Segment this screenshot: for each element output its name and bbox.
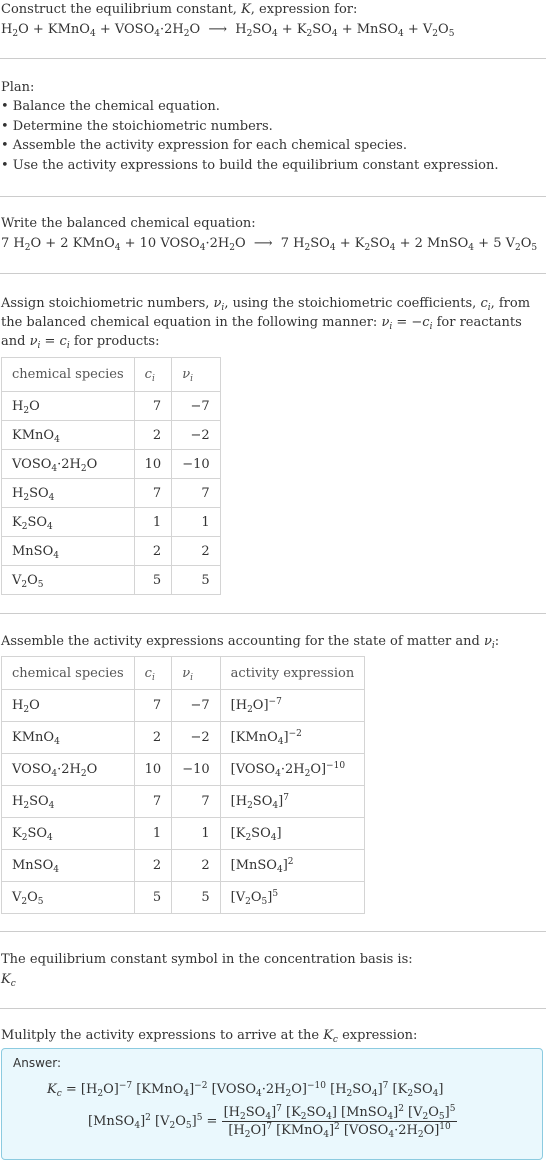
table-row: $VOSO_4\cdot 2H_2O$ 10 −10 $[VOSO_4\cdot 2H_2O]^{-10}$ bbox=[2, 754, 365, 786]
table-row: $V_2O_5$ 5 5 $[V_2O_5]^5$ bbox=[2, 882, 365, 914]
divider bbox=[0, 931, 546, 932]
symbol-text: The equilibrium constant symbol in the concentration basis is: bbox=[1, 952, 413, 967]
header-species: chemical species bbox=[2, 358, 135, 392]
stoich-table bbox=[1, 357, 221, 595]
answer-label: Answer: bbox=[13, 1056, 62, 1070]
stoich-text-line2: the balanced chemical equation in the following manner: $\nu_i = -c_i$ for reactants bbox=[1, 315, 522, 332]
answer-line1: $K_c = [H_2O]^{-7}$ [KMnO$_4$]$^{-2}$ $[VOSO_4\cdot 2H_2O]^{-10}$ $[H_2SO_4]^7$ $[K_2SO_4]$ bbox=[47, 1081, 444, 1099]
table-row: KMnO$_4$ 2 −2 [KMnO$_4$]$^{-2}$ bbox=[2, 722, 365, 754]
table-row: $H_2O$ 7 −7 bbox=[2, 392, 221, 421]
reaction-equation: $H_2O$ + KMnO$_4$ + $VOSO_4\cdot 2H_2O$ ⟶ $H_2SO_4 + K_2SO_4$ + MnSO$_4$ + $V_2O_5$ bbox=[1, 22, 455, 39]
plan-step: • Assemble the activity expression for each chemical species. bbox=[1, 138, 407, 153]
answer-line2: [MnSO$_4$]$^2$ $[V_2O_5]^5$ = $\frac{[H_2SO_4]^7 [K_2SO_4] [MnSO_4]^2 [V_2O_5]^5}{[H_2O]^7 [KMnO_4]^2 [VOSO_4\cdot 2H_2O]^{10}}$ bbox=[88, 1104, 456, 1140]
table-row: MnSO$_4$ 2 2 [MnSO$_4$]$^2$ bbox=[2, 850, 365, 882]
header-c: $c_i$ bbox=[134, 358, 172, 392]
activity-table bbox=[1, 656, 365, 914]
divider bbox=[0, 1008, 546, 1009]
multiply-text: Mulitply the activity expressions to arrive at the $K_c$ expression: bbox=[1, 1028, 418, 1045]
table-row: $K_2SO_4$ 1 1 bbox=[2, 508, 221, 537]
table-row: $H_2SO_4$ 7 7 $[H_2SO_4]^7$ bbox=[2, 786, 365, 818]
header-activity: activity expression bbox=[220, 657, 365, 690]
table-row: $K_2SO_4$ 1 1 $[K_2SO_4]$ bbox=[2, 818, 365, 850]
stoich-text-line1: Assign stoichiometric numbers, $\nu_i$, using the stoichiometric coefficients, $c_i$, from bbox=[1, 296, 531, 313]
answer-box bbox=[1, 1048, 543, 1160]
kc-denominator: $[H_2O]^7$ [KMnO$_4$]$^2$ $[VOSO_4\cdot 2H_2O]^{10}$ bbox=[228, 1122, 451, 1140]
stoich-text-line3: and $\nu_i = c_i$ for products: bbox=[1, 334, 160, 351]
plan-step: • Balance the chemical equation. bbox=[1, 99, 220, 114]
table-row: $V_2O_5$ 5 5 bbox=[2, 566, 221, 595]
plan-step: • Determine the stoichiometric numbers. bbox=[1, 119, 273, 134]
balanced-title: Write the balanced chemical equation: bbox=[1, 216, 256, 231]
balanced-equation: 7 $H_2O + 2$ KMnO$_4$ + 10 $VOSO_4\cdot 2H_2O$ ⟶ 7 $H_2SO_4 + K_2SO_4 + 2$ MnSO$_4$ + 5 $V_2O_5$ bbox=[1, 236, 538, 253]
table-row: $H_2O$ 7 −7 $[H_2O]^{-7}$ bbox=[2, 690, 365, 722]
header-nu: $\nu_i$ bbox=[172, 657, 220, 690]
divider bbox=[0, 613, 546, 614]
kc-fraction bbox=[222, 1105, 458, 1138]
kc-numerator: $[H_2SO_4]^7$ $[K_2SO_4]$ [MnSO$_4$]$^2$ $[V_2O_5]^5$ bbox=[223, 1104, 456, 1122]
activity-title: Assemble the activity expressions accounting for the state of matter and $\nu_i$: bbox=[1, 634, 500, 651]
plan-step: • Use the activity expressions to build the equilibrium constant expression. bbox=[1, 158, 499, 173]
divider bbox=[0, 58, 546, 59]
divider bbox=[0, 196, 546, 197]
divider bbox=[0, 273, 546, 274]
table-row: $H_2SO_4$ 7 7 bbox=[2, 479, 221, 508]
symbol-value: $K_c$ bbox=[1, 972, 16, 989]
header-c: $c_i$ bbox=[134, 657, 172, 690]
table-row: $VOSO_4\cdot 2H_2O$ 10 −10 bbox=[2, 450, 221, 479]
intro-text: Construct the equilibrium constant, K, expression for: bbox=[1, 2, 358, 17]
header-nu: $\nu_i$ bbox=[172, 358, 220, 392]
table-row: MnSO$_4$ 2 2 bbox=[2, 537, 221, 566]
header-species: chemical species bbox=[2, 657, 135, 690]
plan-title: Plan: bbox=[1, 80, 35, 95]
table-row: KMnO$_4$ 2 −2 bbox=[2, 421, 221, 450]
